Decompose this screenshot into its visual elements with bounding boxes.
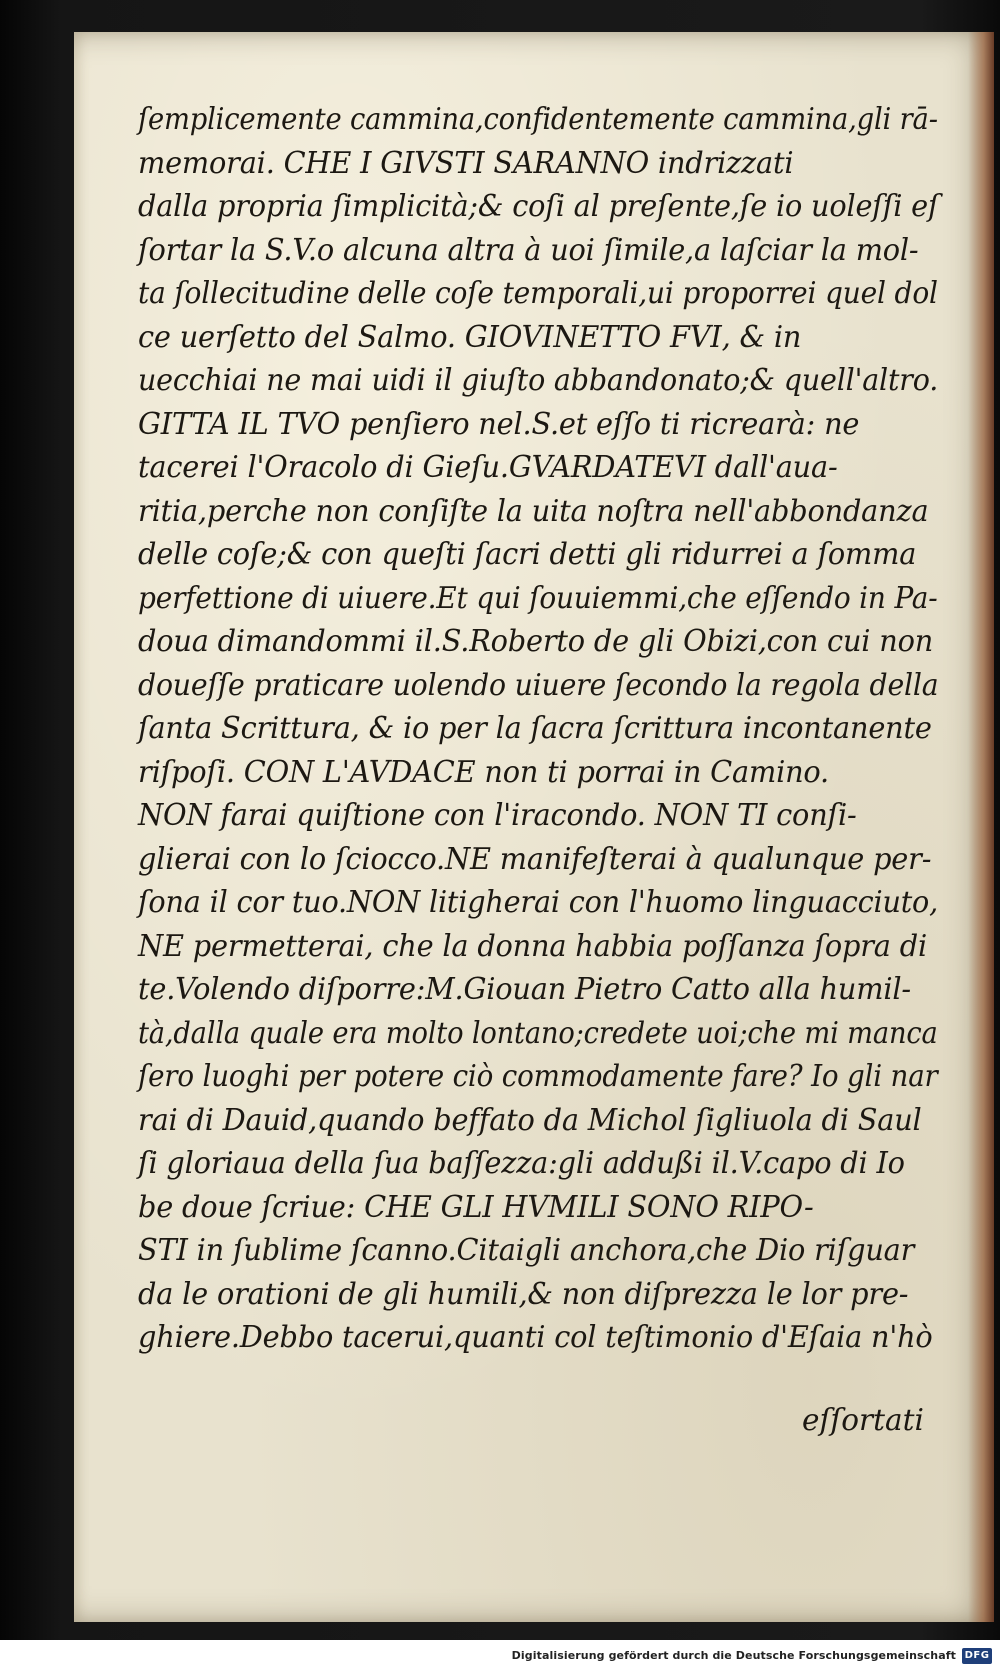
page-text xyxy=(138,98,958,1398)
text-line: GITTA IL TVO penſiero nel.S.et eſſo ti ricrearà: ne xyxy=(138,406,860,441)
text-line: ſero luoghi per potere ciò commodamente fare? Io gli nar xyxy=(138,1059,938,1093)
text-line: ſi gloriaua della ſua baſſezza:gli addußi il.V.capo di Io xyxy=(138,1146,905,1180)
text-line: delle coſe;& con queſti ſacri detti gli ridurrei a ſomma xyxy=(138,537,917,571)
text-line: memorai. CHE I GIVSTI SARANNO indrizzati xyxy=(138,145,794,180)
page-edge-shadow xyxy=(968,32,994,1622)
text-line: NE permetterai, che la donna habbia poſſanza ſopra di xyxy=(138,928,927,963)
dfg-logo-icon: DFG xyxy=(962,1648,992,1664)
text-line: ta ſollecitudine delle coſe temporali,ui proporrei quel dol xyxy=(138,276,938,310)
text-line: ſortar la S.V.o alcuna altra à uoi ſimile,a laſciar la mol- xyxy=(138,232,919,267)
text-line: te.Volendo diſporre:M.Giouan Pietro Catto alla humil- xyxy=(138,972,911,1006)
catchword: eſſortati xyxy=(802,1403,924,1437)
footer-credit: Digitalisierung gefördert durch die Deutsche Forschungsgemeinschaft xyxy=(511,1649,956,1662)
text-line: uecchiai ne mai uidi il giuſto abbandonato;& quell'altro. xyxy=(138,363,939,397)
text-line: ſona il cor tuo.NON litigherai con l'huomo linguacciuto, xyxy=(138,885,939,919)
text-line: rai di Dauid,quando beffato da Michol ſigliuola di Saul xyxy=(138,1102,922,1137)
text-line: STI in ſublime ſcanno.Citaigli anchora,che Dio riſguar xyxy=(138,1233,915,1267)
text-line: dalla propria ſimplicità;& coſi al preſente,ſe io uoleſſi eſ xyxy=(138,189,939,223)
text-line: da le orationi de gli humili,& non diſprezza le lor pre- xyxy=(138,1276,909,1311)
text-line: ritia,perche non conſiſte la uita noſtra nell'abbondanza xyxy=(138,493,929,528)
text-line: ghiere.Debbo tacerui,quanti col teſtimonio d'Eſaia n'hò xyxy=(138,1320,933,1354)
text-line: ſemplicemente cammina,confidentemente cammina,gli rā- xyxy=(138,102,938,136)
text-line: NON farai quiſtione con l'iracondo. NON TI conſi- xyxy=(138,798,857,832)
text-line: tà,dalla quale era molto lontano;credete uoi;che mi manca xyxy=(138,1015,938,1050)
text-line: ſanta Scrittura, & io per la ſacra ſcrittura incontanente xyxy=(138,711,932,745)
text-line: doua dimandommi il.S.Roberto de gli Obizi,con cui non xyxy=(138,624,934,658)
digitization-footer xyxy=(0,1640,1000,1674)
text-line: perfettione di uiuere.Et qui ſouuiemmi,che eſſendo in Pa- xyxy=(138,580,938,615)
text-line: doueſſe praticare uolendo uiuere ſecondo la regola della xyxy=(138,667,939,702)
text-line: tacerei l'Oracolo di Gieſu.GVARDATEVI dall'aua- xyxy=(138,450,838,484)
text-line: glierai con lo ſciocco.NE manifeſterai à qualunque per- xyxy=(138,841,932,876)
text-line: riſpoſi. CON L'AVDACE non ti porrai in Camino. xyxy=(138,754,829,789)
text-line: be doue ſcriue: CHE GLI HVMILI SONO RIPO- xyxy=(138,1189,814,1224)
text-line: ce uerſetto del Salmo. GIOVINETTO FVI, & in xyxy=(138,319,802,354)
